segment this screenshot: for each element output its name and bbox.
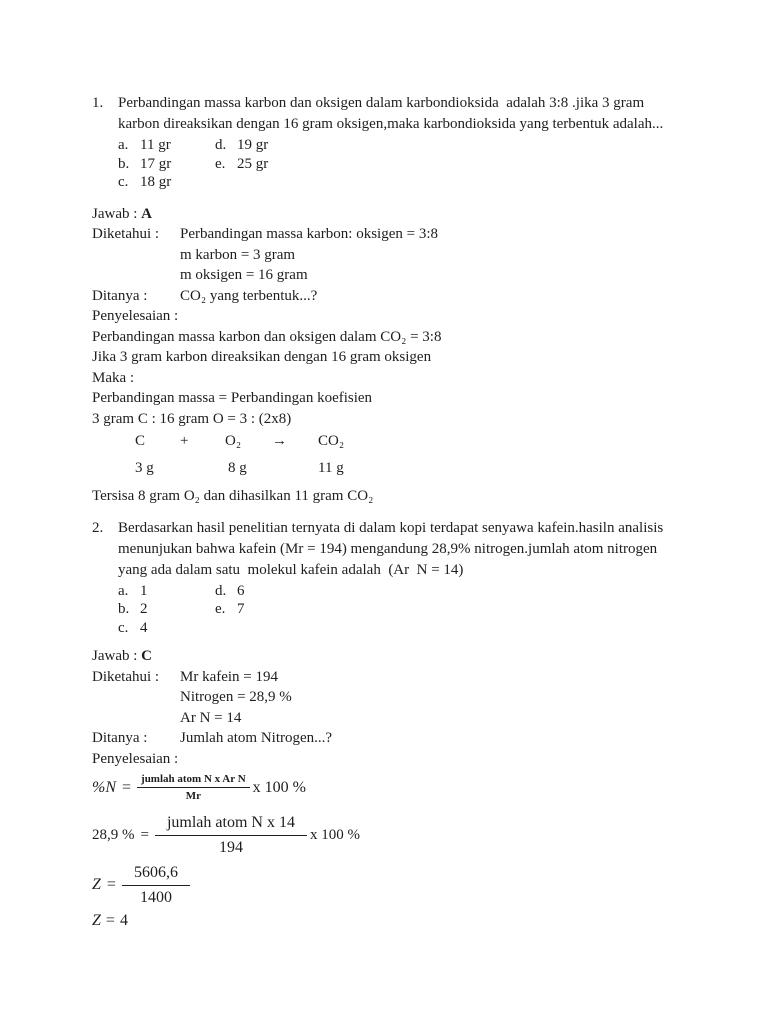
option-text: 25 gr	[237, 155, 269, 172]
option-text: 11 gr	[140, 137, 171, 153]
ditanya-label: Ditanya :	[92, 730, 148, 746]
reaction-masses	[92, 458, 710, 479]
question-1-text-line: Perbandingan massa karbon dan oksigen dalam karbondioksida adalah 3:8 .jika 3 gram	[118, 95, 645, 111]
diketahui-row	[92, 667, 710, 688]
result-value: 4	[119, 912, 128, 929]
option-row	[118, 619, 663, 638]
formula-lhs: 28,9 %	[92, 826, 135, 843]
option-letter: c.	[118, 619, 129, 636]
penyelesaian-label: Penyelesaian :	[92, 308, 179, 324]
option-row	[118, 600, 663, 619]
diketahui-item: Ar N = 14	[180, 709, 242, 726]
question-2-text-line: Berdasarkan hasil penelitian ternyata di dalam kopi terdapat senyawa kafein.hasiln analisis	[118, 519, 664, 536]
answer-value: A	[141, 205, 152, 222]
diketahui-row	[92, 708, 710, 729]
option-letter: b.	[118, 601, 130, 617]
diketahui-label: Diketahui :	[92, 668, 160, 685]
option-text: 19 gr	[237, 137, 269, 153]
formula-substitution	[92, 812, 710, 858]
reaction-equation	[92, 431, 710, 452]
diketahui-row	[92, 265, 710, 286]
option-letter: e.	[215, 155, 226, 172]
mass-value: 3 g	[135, 460, 154, 476]
question-1-text-line: karbon direaksikan dengan 16 gram oksigen,maka karbondioksida yang terbentuk adalah...	[118, 116, 664, 132]
penyelesaian-label: Penyelesaian :	[92, 750, 179, 767]
formula-percent-n	[92, 772, 710, 803]
option-text: 18 gr	[140, 174, 172, 190]
question-2-text-line: menunjukan bahwa kafein (Mr = 194) mengandung 28,9% nitrogen.jumlah atom nitrogen	[118, 540, 658, 557]
option-letter: d.	[215, 582, 227, 599]
answer-label: Jawab :	[92, 648, 138, 664]
option-text: 7	[237, 601, 245, 617]
answer-label: Jawab :	[92, 205, 138, 222]
equals-sign: =	[105, 912, 115, 929]
diketahui-item: Perbandingan massa karbon: oksigen = 3:8	[180, 226, 438, 242]
formula-variable: Z	[92, 912, 101, 929]
fraction-denominator: 1400	[139, 889, 172, 906]
option-text: 1	[140, 582, 148, 599]
answer-line	[92, 204, 710, 225]
formula-z-result	[92, 910, 710, 931]
solution-step: Perbandingan massa = Perbandingan koefisien	[92, 390, 373, 406]
question-2-body	[118, 518, 663, 638]
solution-1	[92, 204, 710, 507]
reaction-term: CO₂	[318, 433, 345, 449]
solution-step: Perbandingan massa karbon dan oksigen dalam CO₂ = 3:8	[92, 328, 442, 345]
diketahui-item: Mr kafein = 194	[180, 668, 279, 685]
reaction-term: C	[135, 433, 146, 449]
question-1	[92, 93, 710, 192]
conclusion-text: Tersisa 8 gram O₂ dan dihasilkan 11 gram CO₂	[92, 488, 374, 504]
fraction-numerator: 5606,6	[122, 862, 190, 886]
solution-step: 3 gram C : 16 gram O = 3 : (2x8)	[92, 410, 292, 427]
formula-z-fraction	[92, 862, 710, 908]
option-text: 4	[140, 619, 148, 636]
arrow-icon: →	[272, 433, 287, 449]
answer-value: C	[141, 648, 152, 664]
ditanya-row	[92, 728, 710, 749]
ditanya-value: Jumlah atom Nitrogen...?	[180, 730, 333, 746]
diketahui-row	[92, 245, 710, 266]
answer-line	[92, 646, 710, 667]
fraction	[122, 862, 190, 908]
option-text: 17 gr	[140, 155, 172, 172]
diketahui-row	[92, 224, 710, 245]
mass-value: 11 g	[318, 460, 344, 476]
formula-variable: %N	[92, 778, 116, 796]
equals-sign: =	[106, 876, 116, 893]
ditanya-row	[92, 286, 710, 307]
ditanya-value: CO₂ yang terbentuk...?	[180, 287, 318, 304]
option-row	[118, 582, 663, 601]
option-letter: a.	[118, 137, 129, 153]
solution-2	[92, 646, 710, 931]
fraction	[155, 812, 307, 858]
fraction-denominator: 194	[218, 839, 243, 856]
equals-sign: =	[140, 826, 149, 843]
diketahui-item: Nitrogen = 28,9 %	[180, 689, 292, 705]
option-letter: b.	[118, 155, 130, 172]
fraction-numerator: jumlah atom N x 14	[155, 812, 307, 836]
question-2-options	[118, 582, 663, 638]
diketahui-label: Diketahui :	[92, 226, 160, 242]
question-1-options	[118, 136, 663, 192]
option-letter: d.	[215, 137, 227, 153]
question-2-number: 2.	[92, 519, 104, 536]
fraction-denominator: Mr	[185, 790, 201, 802]
option-row	[118, 173, 663, 192]
question-2	[92, 518, 710, 638]
reaction-term: O₂	[225, 433, 242, 449]
plus-sign: +	[180, 433, 189, 449]
formula-suffix: x 100 %	[309, 826, 360, 843]
solution-step: Maka :	[92, 369, 135, 386]
question-1-number: 1.	[92, 95, 104, 111]
diketahui-row	[92, 687, 710, 708]
option-letter: c.	[118, 174, 129, 190]
mass-value: 8 g	[228, 460, 247, 476]
diketahui-item: m karbon = 3 gram	[180, 246, 296, 263]
equals-sign: =	[122, 778, 132, 796]
option-row	[118, 136, 663, 155]
fraction	[137, 772, 250, 803]
option-text: 2	[140, 601, 148, 617]
formula-variable: Z	[92, 876, 101, 893]
question-1-body	[118, 93, 663, 192]
diketahui-item: m oksigen = 16 gram	[180, 267, 308, 283]
solution-step: Jika 3 gram karbon direaksikan dengan 16 gram oksigen	[92, 349, 432, 365]
option-row	[118, 155, 663, 174]
formula-suffix: x 100 %	[252, 778, 306, 796]
option-text: 6	[237, 582, 245, 599]
option-letter: a.	[118, 582, 129, 599]
question-2-text-line: yang ada dalam satu molekul kafein adalah (Ar N = 14)	[118, 561, 464, 578]
option-letter: e.	[215, 601, 226, 617]
ditanya-label: Ditanya :	[92, 287, 148, 304]
fraction-numerator: jumlah atom N x Ar N	[137, 772, 250, 788]
